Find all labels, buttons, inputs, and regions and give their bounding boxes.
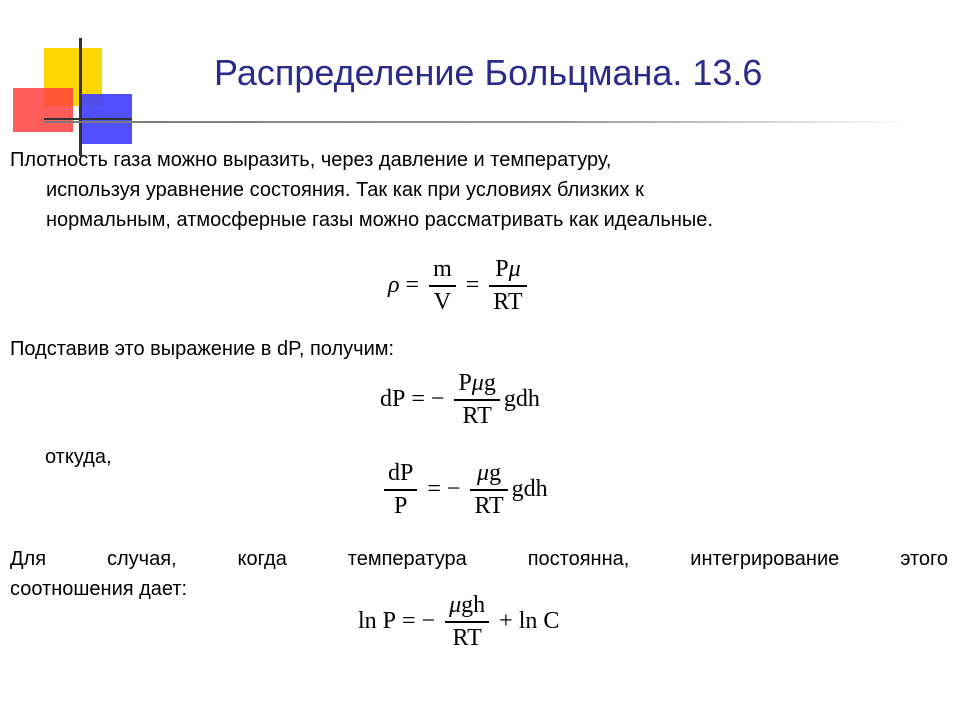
paragraph-line: Плотность газа можно выразить, через давление и температуру, <box>10 149 612 171</box>
equals-minus: = − <box>427 476 461 503</box>
numerator-gh: gh <box>461 592 486 618</box>
denominator: P <box>394 492 408 519</box>
logo-vertical-line <box>79 38 82 156</box>
denominator: RT <box>462 402 492 429</box>
fraction-mug-over-rt <box>470 460 507 520</box>
numerator-p: P <box>495 256 509 282</box>
denominator: RT <box>452 624 482 651</box>
formula-density <box>388 256 531 316</box>
logo-red-square <box>13 88 73 132</box>
formula-dp-over-p <box>380 460 548 520</box>
numerator-mu: μ <box>449 592 462 618</box>
fraction-mugh-over-rt <box>445 592 489 652</box>
numerator <box>454 370 499 399</box>
paragraph-whence: откуда, <box>45 446 112 468</box>
formula-dp <box>380 370 540 430</box>
fraction-m-over-v <box>429 256 456 316</box>
numerator-mu: μ <box>477 460 490 486</box>
fraction-dp-over-p <box>384 460 417 520</box>
plus-sign: + <box>499 608 513 635</box>
paragraph-line: используя уравнение состояния. Так как при условиях близких к <box>46 179 644 201</box>
numerator <box>491 256 524 285</box>
numerator <box>473 460 505 489</box>
equals-sign: = <box>465 272 480 299</box>
fraction-pmug-over-rt <box>454 370 499 430</box>
equals-minus: = − <box>411 386 445 413</box>
denominator: RT <box>474 492 504 519</box>
tail: gdh <box>511 476 548 503</box>
lhs: ln P <box>358 608 397 635</box>
paragraph-line: Для случая, когда температура постоянна, интегрирование этого <box>10 548 948 570</box>
formula-ln-p <box>358 592 559 652</box>
numerator: dP <box>388 460 414 486</box>
title-underline <box>44 121 914 123</box>
equals-sign: = <box>405 272 420 299</box>
tail: ln C <box>518 608 560 635</box>
rho-symbol: ρ <box>388 272 400 299</box>
numerator <box>445 592 489 621</box>
slide-title: Распределение Больцмана. 13.6 <box>214 52 763 93</box>
denominator: RT <box>493 288 523 315</box>
logo-horizontal-line <box>44 118 132 120</box>
lhs: dP <box>380 386 406 413</box>
paragraph-line: нормальным, атмосферные газы можно рассматривать как идеальные. <box>46 209 713 231</box>
paragraph-substitution: Подставив это выражение в dP, получим: <box>10 338 395 360</box>
denominator: V <box>433 288 452 315</box>
fraction-pmu-over-rt <box>489 256 526 316</box>
numerator: m <box>433 256 452 282</box>
paragraph-line: соотношения дает: <box>10 578 188 600</box>
paragraph-density <box>10 145 940 235</box>
tail: gdh <box>503 386 540 413</box>
numerator-mu: μ <box>508 256 521 282</box>
equals-minus: = − <box>402 608 436 635</box>
numerator-p: P <box>458 370 472 396</box>
numerator-g: g <box>483 370 496 396</box>
numerator-g: g <box>489 460 502 486</box>
numerator-mu: μ <box>471 370 484 396</box>
